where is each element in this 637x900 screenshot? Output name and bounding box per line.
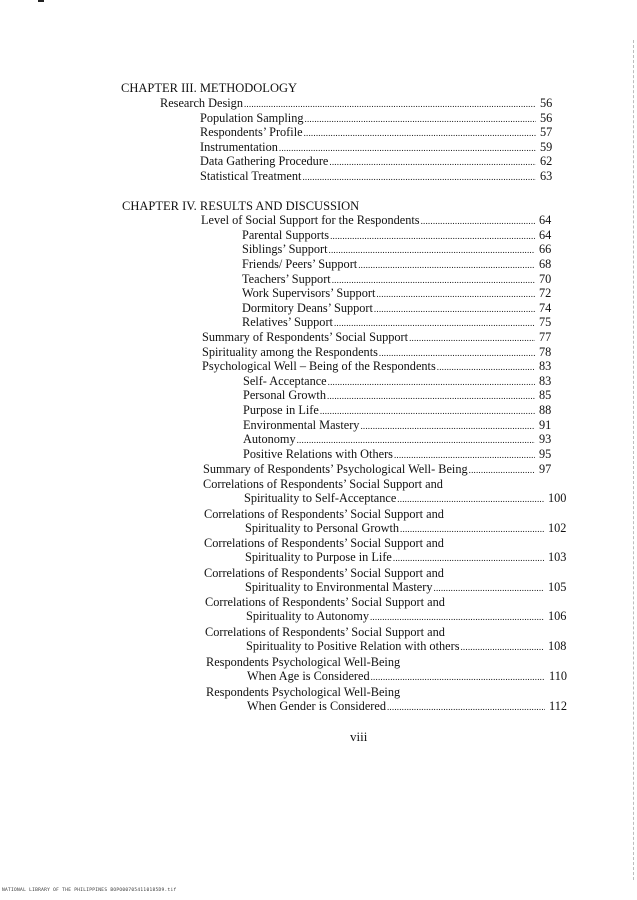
toc-entry-title: Correlations of Respondents’ Social Support and bbox=[204, 566, 444, 580]
toc-entry-title: Correlations of Respondents’ Social Support and bbox=[205, 595, 445, 609]
toc-entry: Autonomy ..... 93 bbox=[243, 432, 559, 447]
toc-entry: Summary of Respondents’ Psychological Well- Being ..... 97 bbox=[203, 462, 559, 477]
toc-entry-title: Correlations of Respondents’ Social Support and bbox=[205, 625, 445, 639]
toc-entry: Positive Relations with Others ..... 95 bbox=[243, 447, 559, 462]
toc-entry: Purpose in Life ..... 88 bbox=[243, 403, 559, 418]
toc-entry: Population Sampling ..... 56 bbox=[200, 111, 560, 126]
toc-entry: Research Design ..... 56 bbox=[160, 96, 560, 111]
toc-entry-title: Respondents Psychological Well-Being bbox=[206, 685, 401, 699]
toc-entry: Statistical Treatment ..... 63 bbox=[200, 169, 560, 184]
page-number: viii bbox=[350, 729, 368, 744]
toc-entry: Instrumentation ..... 59 bbox=[200, 140, 560, 155]
toc-entry: When Gender is Considered ..... 112 bbox=[247, 699, 569, 714]
toc-entry: Spirituality to Purpose in Life ..... 103 bbox=[245, 550, 568, 565]
toc-entry: Spirituality among the Respondents ..... 78 bbox=[202, 345, 559, 360]
toc-entry: Siblings’ Support ..... 66 bbox=[242, 242, 559, 257]
toc-entry: Personal Growth ..... 85 bbox=[243, 388, 559, 403]
toc-entry: Relatives’ Support ..... 75 bbox=[242, 315, 559, 330]
toc-entry: Summary of Respondents’ Social Support ..... 77 bbox=[202, 330, 559, 345]
chapter-4-heading: CHAPTER IV. RESULTS AND DISCUSSION bbox=[122, 199, 360, 213]
toc-entry: Environmental Mastery ..... 91 bbox=[243, 418, 559, 433]
scan-footer: NATIONAL LIBRARY OF THE PHILIPPINES BOPO007054110185D9.tif bbox=[2, 888, 177, 893]
scan-edge bbox=[632, 40, 634, 880]
toc-entry: Parental Supports ..... 64 bbox=[242, 228, 559, 243]
chapter-3-heading: CHAPTER III. METHODOLOGY bbox=[121, 81, 298, 95]
toc-entry: Work Supervisors’ Support ..... 72 bbox=[242, 286, 559, 301]
scan-mark bbox=[38, 0, 44, 2]
toc-entry: Spirituality to Autonomy ..... 106 bbox=[246, 609, 568, 624]
toc-entry: Spirituality to Personal Growth ..... 102 bbox=[245, 521, 568, 536]
toc-entry: Self- Acceptance ..... 83 bbox=[243, 374, 559, 389]
toc-entry-title: Correlations of Respondents’ Social Support and bbox=[203, 477, 443, 491]
toc-entry: Teachers’ Support ..... 70 bbox=[242, 272, 559, 287]
toc-entry: Spirituality to Positive Relation with others ..... 108 bbox=[246, 639, 568, 654]
toc-entry: Spirituality to Environmental Mastery ..... 105 bbox=[245, 580, 568, 595]
toc-entry: Psychological Well – Being of the Respondents ..... 83 bbox=[202, 359, 559, 374]
toc-entry: When Age is Considered ..... 110 bbox=[247, 669, 569, 684]
toc-entry: Friends/ Peers’ Support ..... 68 bbox=[242, 257, 559, 272]
toc-entry: Respondents’ Profile ..... 57 bbox=[200, 125, 560, 140]
toc-entry: Data Gathering Procedure ..... 62 bbox=[200, 154, 560, 169]
toc-entry: Dormitory Deans’ Support ..... 74 bbox=[242, 301, 559, 316]
toc-entry: Level of Social Support for the Respondents ..... 64 bbox=[201, 213, 559, 228]
toc-entry-title: Respondents Psychological Well-Being bbox=[206, 655, 401, 669]
toc-entry-title: Correlations of Respondents’ Social Support and bbox=[204, 507, 444, 521]
toc-entry-title: Correlations of Respondents’ Social Support and bbox=[204, 536, 444, 550]
toc-entry: Spirituality to Self-Acceptance ..... 100 bbox=[244, 491, 568, 506]
